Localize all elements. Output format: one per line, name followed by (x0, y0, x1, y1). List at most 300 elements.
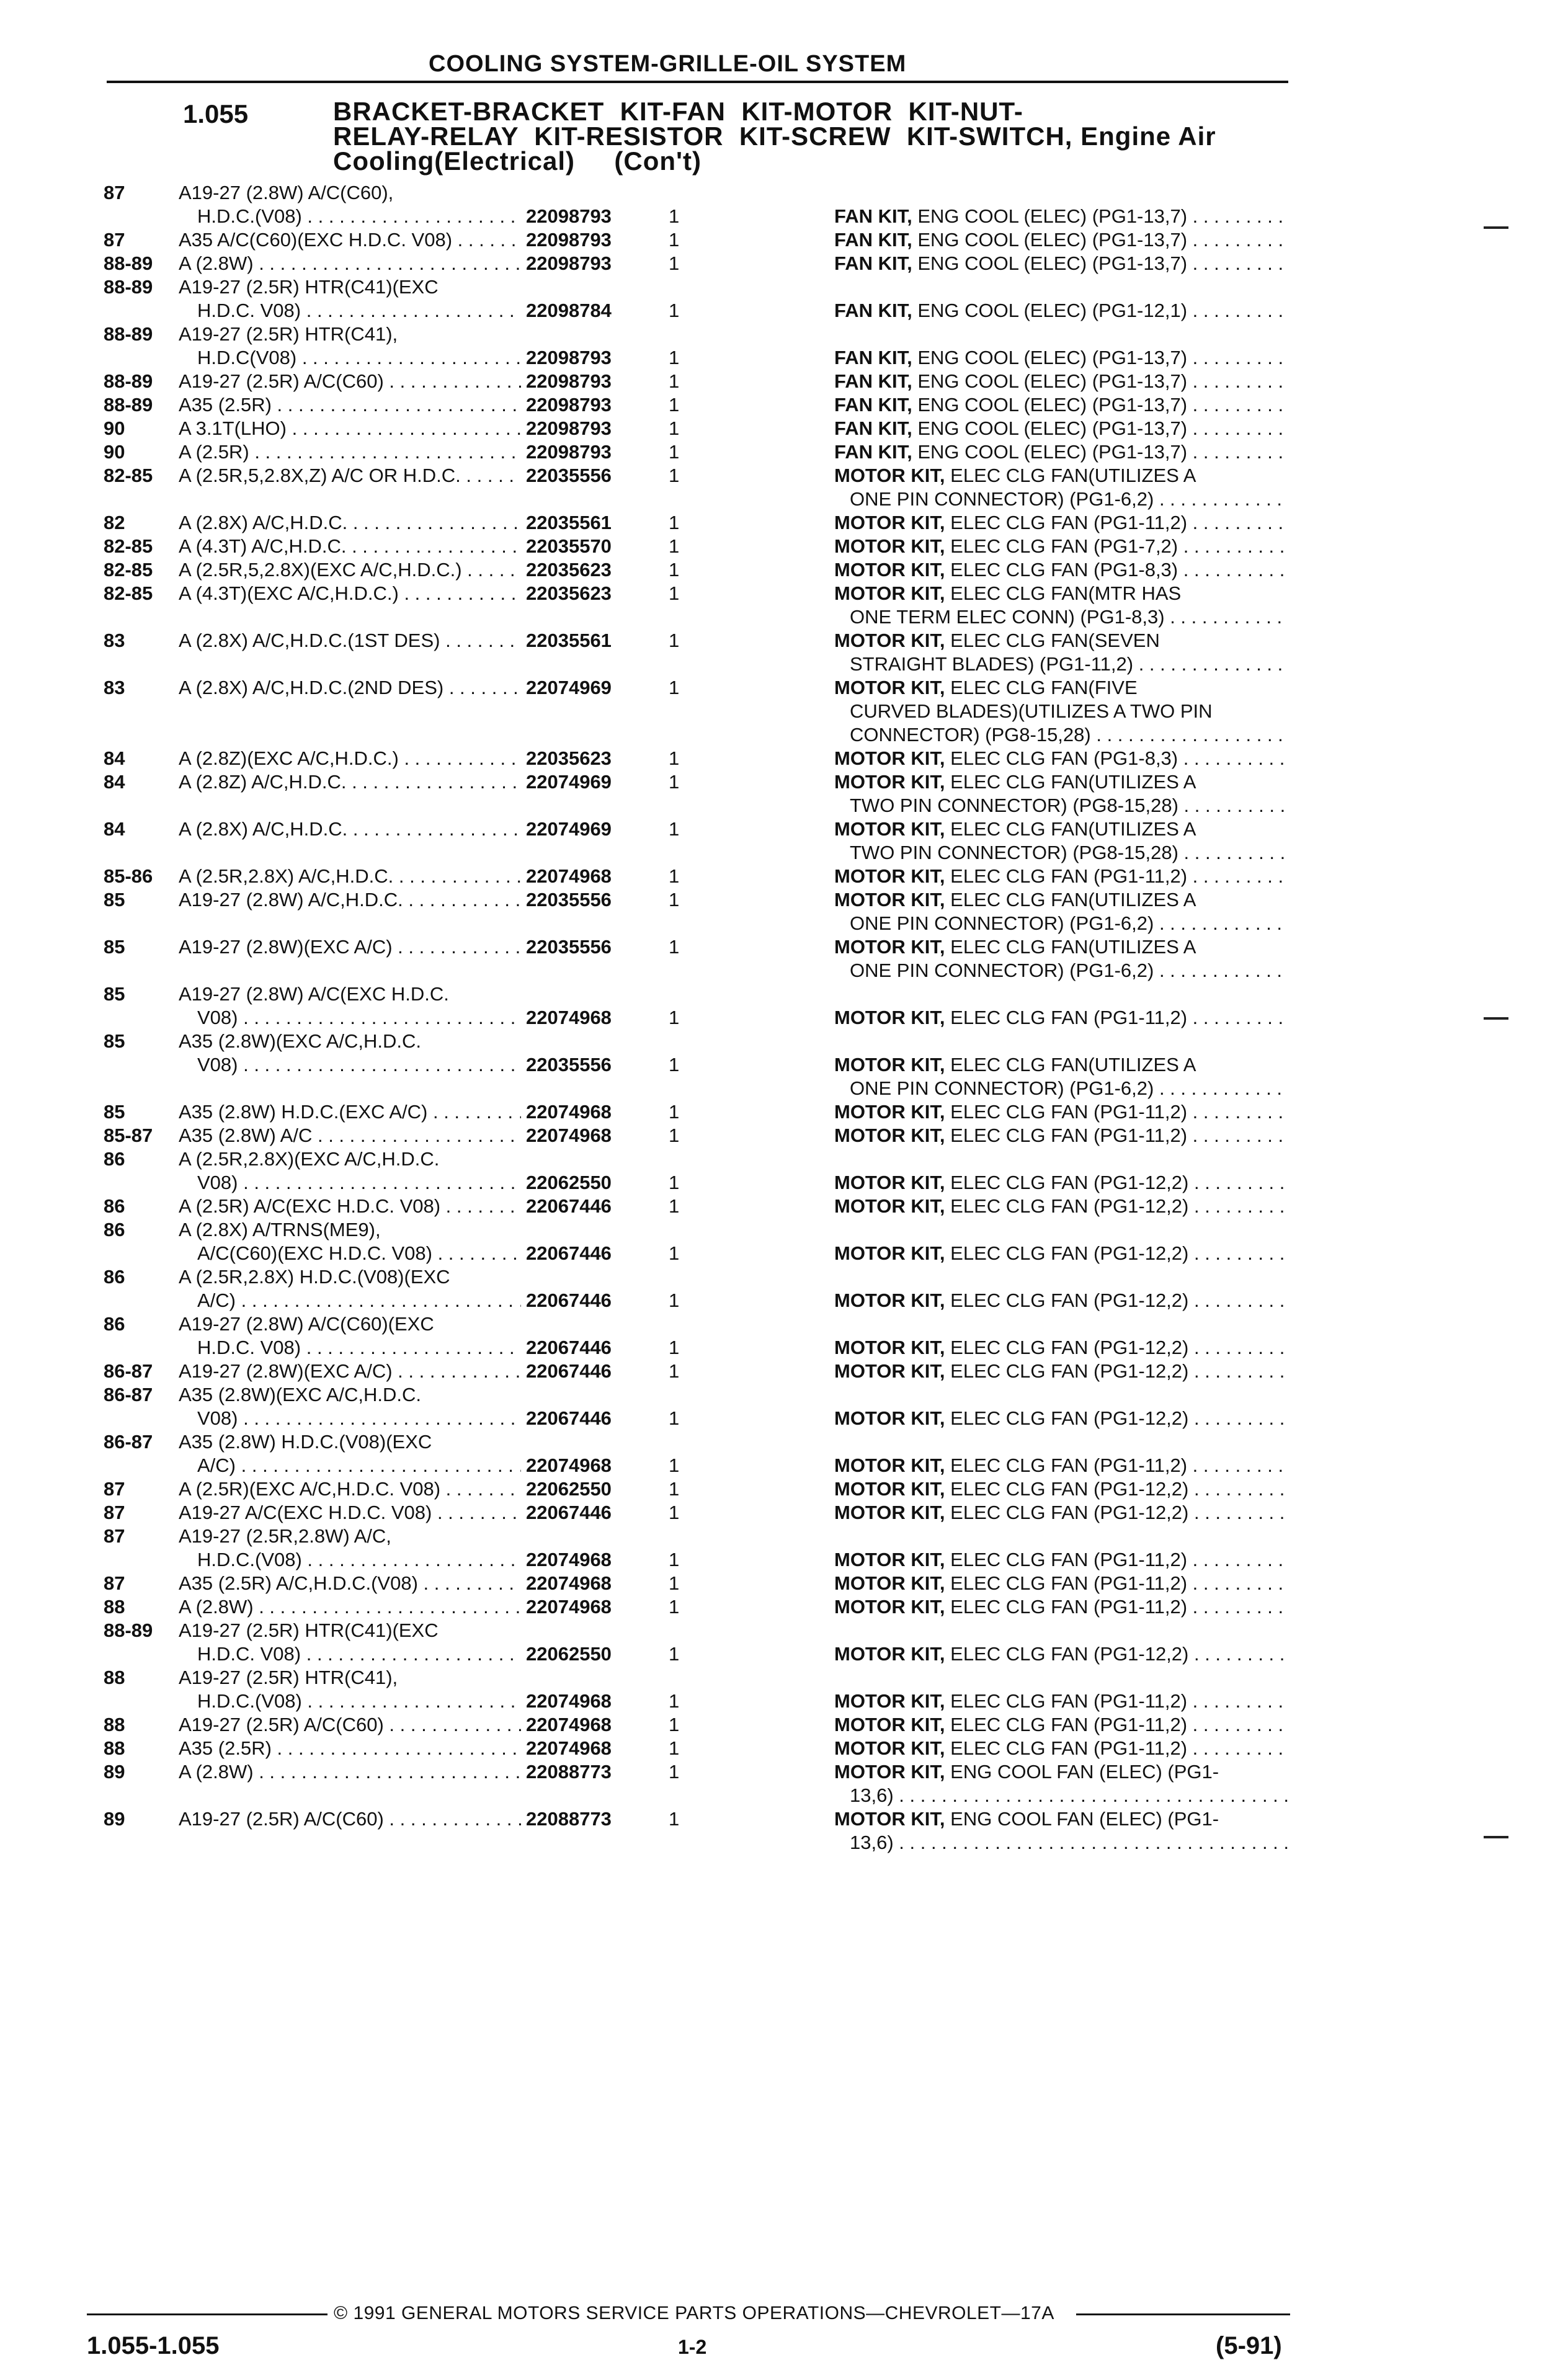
dot-leader (312, 1124, 521, 1146)
application-line: V08) (197, 1054, 238, 1075)
application-line: A35 (2.5R) (179, 1737, 272, 1759)
part-number: 22098793 (526, 205, 612, 227)
description-line: ELEC CLG FAN (PG1-12,2) (950, 1478, 1189, 1500)
application-text (179, 888, 521, 912)
dot-leader (1187, 1737, 1288, 1759)
description-line: ENG COOL (ELEC) (PG1-13,7) (917, 252, 1188, 274)
part-number: 22067446 (526, 1360, 612, 1382)
dot-leader (1178, 535, 1288, 557)
description-line: ELEC CLG FAN(UTILIZES A (950, 818, 1196, 840)
application-text (179, 1124, 521, 1147)
part-number: 22074968 (526, 1007, 612, 1028)
part-number: 22035556 (526, 465, 612, 486)
description-line: ONE PIN CONNECTOR) (PG1-6,2) (850, 912, 1154, 934)
description-keyword: MOTOR KIT, (834, 1054, 945, 1075)
application-line: A (2.5R)(EXC A/C,H.D.C. V08) (179, 1478, 441, 1500)
description-text (834, 1336, 1288, 1360)
description-line: ELEC CLG FAN(UTILIZES A (950, 465, 1196, 486)
figure-number: 88 (104, 1737, 125, 1759)
description-keyword: MOTOR KIT, (834, 559, 945, 581)
quantity: 1 (669, 1737, 680, 1759)
description-line: ELEC CLG FAN (PG1-11,2) (950, 1454, 1188, 1476)
description-text (850, 841, 1288, 865)
description-line: ENG COOL (ELEC) (PG1-13,7) (917, 417, 1188, 439)
dot-leader (1188, 1360, 1288, 1382)
description-line: ELEC CLG FAN (PG1-11,2) (950, 1549, 1188, 1570)
dot-leader (1187, 417, 1288, 439)
quantity: 1 (669, 347, 680, 368)
description-keyword: MOTOR KIT, (834, 1549, 945, 1570)
application-text (179, 1383, 521, 1407)
application-text (179, 629, 521, 652)
description-line: ELEC CLG FAN (PG1-12,2) (950, 1502, 1189, 1523)
description-keyword: MOTOR KIT, (834, 677, 945, 698)
description-line: ELEC CLG FAN(UTILIZES A (950, 1054, 1196, 1075)
application-line: A (2.8W) (179, 1761, 254, 1783)
figure-number: 86 (104, 1219, 125, 1240)
application-line: A (2.5R) A/C(EXC H.D.C. V08) (179, 1195, 441, 1217)
quantity: 1 (669, 1643, 680, 1665)
quantity: 1 (669, 370, 680, 392)
dot-leader (384, 370, 521, 392)
dot-leader (443, 677, 521, 698)
figure-number: 82-85 (104, 559, 153, 581)
application-text (179, 1477, 521, 1501)
part-number: 22067446 (526, 1195, 612, 1217)
description-text (834, 417, 1288, 440)
description-line: ELEC CLG FAN(MTR HAS (950, 582, 1182, 604)
section-title-line: RELAY-RELAY KIT-RESISTOR KIT-SCREW KIT-SWITCH, Engine Air (333, 122, 1216, 151)
dot-leader (399, 582, 521, 604)
part-number: 22074968 (526, 1690, 612, 1712)
description-line: 13,6) (850, 1784, 894, 1806)
footer-rule-left (87, 2313, 327, 2315)
application-line: A (2.8Z)(EXC A/C,H.D.C.) (179, 747, 399, 769)
quantity: 1 (669, 1124, 680, 1146)
application-line: A19-27 (2.8W) A/C,H.D.C. (179, 889, 403, 911)
dot-leader (440, 1478, 521, 1500)
description-line: 13,6) (850, 1832, 894, 1853)
figure-number: 86 (104, 1148, 125, 1170)
dot-leader (1187, 347, 1288, 368)
figure-number: 87 (104, 1502, 125, 1523)
dot-leader (1187, 1572, 1288, 1594)
application-text (179, 817, 521, 841)
part-number: 22035623 (526, 559, 612, 581)
section-title-line: Cooling(Electrical) (Con't) (333, 146, 702, 176)
part-number: 22062550 (526, 1172, 612, 1193)
figure-number: 85 (104, 936, 125, 958)
dot-leader (301, 1643, 521, 1665)
description-keyword: MOTOR KIT, (834, 818, 945, 840)
description-line: STRAIGHT BLADES) (PG1-11,2) (850, 653, 1134, 675)
figure-number: 88-89 (104, 394, 153, 416)
dot-leader (1133, 653, 1288, 675)
application-line: A/C) (197, 1289, 236, 1311)
description-line: CONNECTOR) (PG8-15,28) (850, 724, 1091, 746)
quantity: 1 (669, 1101, 680, 1123)
application-text (179, 1737, 521, 1760)
part-number: 22062550 (526, 1643, 612, 1665)
part-number: 22067446 (526, 1289, 612, 1311)
quantity: 1 (669, 936, 680, 958)
application-line: A (2.5R,2.8X) A/C,H.D.C. (179, 865, 394, 887)
dot-leader (301, 300, 521, 321)
part-number: 22074968 (526, 1101, 612, 1123)
application-line: A35 A/C(C60)(EXC H.D.C. V08) (179, 229, 453, 251)
description-text (834, 1807, 1288, 1831)
application-line: V08) (197, 1007, 238, 1028)
figure-number: 86 (104, 1266, 125, 1288)
section-number: 1.055 (183, 99, 249, 128)
description-text (834, 1501, 1288, 1525)
figure-number: 88 (104, 1596, 125, 1618)
application-text (179, 1265, 521, 1289)
application-line: A35 (2.8W) A/C (179, 1124, 313, 1146)
application-text (179, 935, 521, 959)
dot-leader (1187, 512, 1288, 533)
description-keyword: FAN KIT, (834, 229, 912, 251)
part-number: 22074968 (526, 1737, 612, 1759)
description-line: CURVED BLADES)(UTILIZES A TWO PIN (850, 700, 1213, 722)
description-text (850, 1831, 1288, 1855)
part-number: 22074969 (526, 771, 612, 793)
description-line: ELEC CLG FAN (PG1-12,2) (950, 1407, 1189, 1429)
dot-leader (427, 1101, 521, 1123)
dot-leader (1187, 1007, 1288, 1028)
dot-leader (432, 1502, 521, 1523)
description-keyword: MOTOR KIT, (834, 1101, 945, 1123)
application-text (179, 982, 521, 1006)
dot-leader (1188, 1407, 1288, 1429)
dot-leader (1178, 559, 1288, 581)
figure-number: 85 (104, 983, 125, 1005)
description-text (834, 1454, 1288, 1477)
description-text (834, 464, 1288, 488)
part-number: 22088773 (526, 1808, 612, 1830)
description-text (834, 440, 1288, 464)
description-text (850, 959, 1288, 982)
part-number: 22074968 (526, 1596, 612, 1618)
description-keyword: FAN KIT, (834, 394, 912, 416)
dot-leader (393, 936, 521, 958)
description-keyword: MOTOR KIT, (834, 1596, 945, 1618)
description-line: ELEC CLG FAN(SEVEN (950, 630, 1160, 651)
figure-number: 85-87 (104, 1124, 153, 1146)
description-line: ELEC CLG FAN (PG1-12,2) (950, 1337, 1189, 1358)
part-number: 22067446 (526, 1242, 612, 1264)
description-keyword: MOTOR KIT, (834, 1172, 945, 1193)
application-line: A19-27 (2.8W)(EXC A/C) (179, 1360, 393, 1382)
description-text (834, 582, 1288, 605)
figure-number: 90 (104, 417, 125, 439)
dot-leader (393, 1360, 521, 1382)
application-line: A (2.5R) (179, 441, 249, 463)
application-text (179, 535, 521, 558)
figure-number: 85 (104, 1030, 125, 1052)
application-text (197, 1171, 521, 1195)
description-line: ELEC CLG FAN (PG1-11,2) (950, 1101, 1188, 1123)
figure-number: 82-85 (104, 465, 153, 486)
description-line: ELEC CLG FAN (PG1-7,2) (950, 535, 1178, 557)
figure-number: 86-87 (104, 1360, 153, 1382)
application-line: A (2.8X) A/C,H.D.C. (179, 818, 348, 840)
part-number: 22074968 (526, 1714, 612, 1735)
application-line: V08) (197, 1172, 238, 1193)
dot-leader (254, 252, 521, 274)
part-number: 22098793 (526, 229, 612, 251)
description-keyword: MOTOR KIT, (834, 582, 945, 604)
dot-leader (238, 1007, 521, 1028)
figure-number: 82 (104, 512, 125, 533)
description-keyword: MOTOR KIT, (834, 936, 945, 958)
figure-number: 83 (104, 630, 125, 651)
description-keyword: MOTOR KIT, (834, 747, 945, 769)
dot-leader (461, 465, 521, 486)
application-line: V08) (197, 1407, 238, 1429)
dot-leader (236, 1289, 521, 1311)
description-text (834, 1713, 1288, 1737)
dot-leader (384, 1808, 521, 1830)
dot-leader (249, 441, 521, 463)
quantity: 1 (669, 1337, 680, 1358)
figure-number: 88-89 (104, 1619, 153, 1641)
part-number: 22035556 (526, 936, 612, 958)
application-text (197, 1053, 521, 1077)
description-line: ELEC CLG FAN(UTILIZES A (950, 936, 1196, 958)
application-text (179, 181, 521, 205)
description-text (850, 1077, 1288, 1100)
application-text (179, 1430, 521, 1454)
application-line: H.D.C(V08) (197, 347, 297, 368)
application-text (197, 1336, 521, 1360)
application-line: A19-27 (2.5R) HTR(C41), (179, 323, 398, 345)
description-line: ENG COOL (ELEC) (PG1-13,7) (917, 394, 1188, 416)
description-text (834, 1124, 1288, 1147)
quantity: 1 (669, 535, 680, 557)
dot-leader (1187, 370, 1288, 392)
application-line: A35 (2.5R) (179, 394, 272, 416)
quantity: 1 (669, 1407, 680, 1429)
dot-leader (1187, 1690, 1288, 1712)
dot-leader (238, 1054, 521, 1075)
dot-leader (1187, 1596, 1288, 1618)
quantity: 1 (669, 252, 680, 274)
description-line: ENG COOL FAN (ELEC) (PG1- (950, 1808, 1219, 1830)
dot-leader (452, 229, 521, 251)
description-keyword: MOTOR KIT, (834, 1360, 945, 1382)
description-line: ELEC CLG FAN (PG1-12,2) (950, 1360, 1189, 1382)
figure-number: 86-87 (104, 1431, 153, 1453)
application-line: A35 (2.8W)(EXC A/C,H.D.C. (179, 1030, 422, 1052)
description-text (834, 370, 1288, 393)
dot-leader (1188, 1478, 1288, 1500)
application-text (179, 511, 521, 535)
description-keyword: FAN KIT, (834, 252, 912, 274)
description-text (834, 535, 1288, 558)
application-line: A19-27 (2.5R) HTR(C41)(EXC (179, 276, 439, 298)
part-number: 22035561 (526, 512, 612, 533)
figure-number: 88 (104, 1667, 125, 1688)
page-header: COOLING SYSTEM-GRILLE-OIL SYSTEM (429, 51, 907, 77)
application-line: A (2.8W) (179, 1596, 254, 1618)
description-text (834, 1242, 1288, 1265)
description-keyword: MOTOR KIT, (834, 1643, 945, 1665)
application-text (179, 1195, 521, 1218)
quantity: 1 (669, 1549, 680, 1570)
application-line: A19-27 (2.8W) A/C(C60)(EXC (179, 1313, 434, 1335)
quantity: 1 (669, 1596, 680, 1618)
description-text (834, 1595, 1288, 1619)
quantity: 1 (669, 1690, 680, 1712)
application-text (179, 1666, 521, 1690)
dot-leader (1178, 842, 1288, 863)
quantity: 1 (669, 559, 680, 581)
figure-number: 86 (104, 1313, 125, 1335)
figure-number: 87 (104, 182, 125, 203)
dot-leader (272, 394, 521, 416)
quantity: 1 (669, 229, 680, 251)
description-keyword: MOTOR KIT, (834, 1337, 945, 1358)
part-number: 22062550 (526, 1478, 612, 1500)
description-text (834, 817, 1288, 841)
application-line: H.D.C. V08) (197, 1337, 301, 1358)
application-text (179, 1218, 521, 1242)
description-text (850, 488, 1288, 511)
application-text (179, 1030, 521, 1053)
quantity: 1 (669, 1172, 680, 1193)
description-keyword: MOTOR KIT, (834, 1289, 945, 1311)
application-text (179, 228, 521, 252)
quantity: 1 (669, 300, 680, 321)
dot-leader (1188, 1195, 1288, 1217)
dot-leader (1187, 205, 1288, 227)
description-keyword: FAN KIT, (834, 417, 912, 439)
description-text (834, 1171, 1288, 1195)
description-text (834, 393, 1288, 417)
application-line: A19-27 (2.5R) HTR(C41)(EXC (179, 1619, 439, 1641)
quantity: 1 (669, 865, 680, 887)
application-line: H.D.C. V08) (197, 300, 301, 321)
description-keyword: MOTOR KIT, (834, 1572, 945, 1594)
part-number: 22035623 (526, 582, 612, 604)
figure-number: 84 (104, 818, 125, 840)
description-text (834, 1572, 1288, 1595)
part-number: 22074969 (526, 677, 612, 698)
application-text (179, 558, 521, 582)
description-text (834, 205, 1288, 228)
description-text (850, 652, 1288, 676)
figure-number: 82-85 (104, 535, 153, 557)
footer-section-range: 1.055-1.055 (87, 2332, 220, 2359)
description-line: ENG COOL (ELEC) (PG1-13,7) (917, 229, 1188, 251)
description-line: ELEC CLG FAN(UTILIZES A (950, 889, 1196, 911)
figure-number: 88-89 (104, 252, 153, 274)
application-text (197, 1548, 521, 1572)
description-text (834, 1407, 1288, 1430)
figure-number: 88 (104, 1714, 125, 1735)
application-text (179, 323, 521, 346)
figure-number: 84 (104, 747, 125, 769)
description-line: ELEC CLG FAN (PG1-8,3) (950, 559, 1178, 581)
dot-leader (1187, 300, 1288, 321)
dot-leader (1187, 1549, 1288, 1570)
application-text (197, 1006, 521, 1030)
description-text (834, 1760, 1288, 1784)
dot-leader (1187, 1124, 1288, 1146)
application-text (179, 275, 521, 299)
description-keyword: MOTOR KIT, (834, 535, 945, 557)
description-line: ELEC CLG FAN (PG1-11,2) (950, 1572, 1188, 1594)
header-rule (107, 81, 1288, 83)
description-keyword: MOTOR KIT, (834, 889, 945, 911)
description-line: ENG COOL (ELEC) (PG1-13,7) (917, 205, 1188, 227)
description-text (850, 794, 1288, 817)
figure-number: 85 (104, 1101, 125, 1123)
quantity: 1 (669, 1054, 680, 1075)
part-number: 22067446 (526, 1407, 612, 1429)
application-text (179, 1312, 521, 1336)
description-line: ONE TERM ELEC CONN) (PG1-8,3) (850, 606, 1165, 628)
description-text (850, 723, 1288, 747)
part-number: 22035570 (526, 535, 612, 557)
figure-number: 87 (104, 1525, 125, 1547)
dot-leader (346, 771, 521, 793)
description-text (834, 1289, 1288, 1312)
quantity: 1 (669, 1289, 680, 1311)
figure-number: 86-87 (104, 1384, 153, 1405)
dot-leader (418, 1572, 521, 1594)
dot-leader (1187, 1714, 1288, 1735)
description-text (834, 747, 1288, 770)
description-text (834, 1006, 1288, 1030)
description-text (834, 676, 1288, 700)
quantity: 1 (669, 1761, 680, 1783)
part-number: 22098793 (526, 252, 612, 274)
figure-number: 83 (104, 677, 125, 698)
dot-leader (302, 205, 521, 227)
application-text (179, 747, 521, 770)
application-text (179, 1760, 521, 1784)
application-line: A (2.8X) A/C,H.D.C.(1ST DES) (179, 630, 440, 651)
quantity: 1 (669, 205, 680, 227)
quantity: 1 (669, 1360, 680, 1382)
dot-leader (238, 1407, 521, 1429)
description-line: ELEC CLG FAN (PG1-11,2) (950, 1124, 1188, 1146)
application-line: A (2.8X) A/TRNS(ME9), (179, 1219, 381, 1240)
part-number: 22074969 (526, 818, 612, 840)
description-text (834, 935, 1288, 959)
quantity: 1 (669, 771, 680, 793)
application-text (179, 582, 521, 605)
description-line: ELEC CLG FAN(FIVE (950, 677, 1138, 698)
dot-leader (403, 889, 521, 911)
part-number: 22098784 (526, 300, 612, 321)
margin-mark (1484, 1836, 1508, 1838)
application-text (179, 393, 521, 417)
figure-number: 87 (104, 1572, 125, 1594)
part-number: 22035623 (526, 747, 612, 769)
part-number: 22098793 (526, 394, 612, 416)
dot-leader (1188, 1172, 1288, 1193)
description-line: ONE PIN CONNECTOR) (PG1-6,2) (850, 1077, 1154, 1099)
figure-number: 88-89 (104, 276, 153, 298)
description-keyword: FAN KIT, (834, 441, 912, 463)
part-number: 22074968 (526, 1572, 612, 1594)
application-line: A19-27 (2.5R) A/C(C60) (179, 1714, 384, 1735)
dot-leader (440, 1195, 521, 1217)
dot-leader (399, 747, 521, 769)
